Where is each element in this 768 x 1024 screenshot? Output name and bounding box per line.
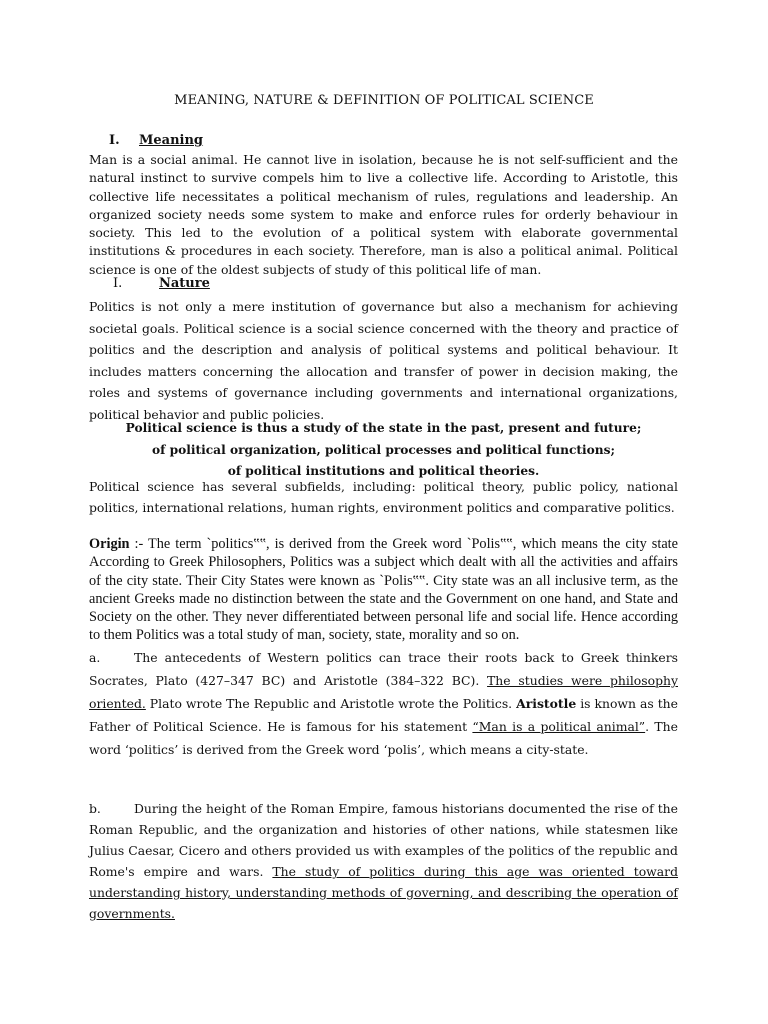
para-a-text: The antecedents of Western politics can trace their roots back to Greek thinkers Socrates, Plato (427–347 BC) and Aristotle (384–322 BC). bbox=[89, 650, 678, 688]
heading-number: I. bbox=[109, 133, 120, 148]
para-a-text: is known as the Father of Political Science. He is famous for his statement bbox=[89, 696, 678, 734]
para-a-bold: Aristotle bbox=[516, 696, 577, 711]
page-title: MEANING, NATURE & DEFINITION OF POLITICAL SCIENCE bbox=[174, 93, 594, 108]
para-b-underlined: The study of politics during this age was oriented toward understanding history, understanding methods of governing, and describing the operation of governments. bbox=[89, 864, 679, 921]
para-a-text: . The word ‘politics’ is derived from the Greek word ‘polis’, which means a city-state. bbox=[89, 719, 678, 757]
paragraph-a bbox=[89, 646, 678, 761]
origin-paragraph bbox=[89, 535, 678, 645]
origin-text: :- The term `politics‟‟, is derived from the Greek word `Polis‟‟, which means the city state According to Greek Philosophers, Politics was a subject which dealt with all the activities and affairs of the city state. Their City States were known as `Polis‟‟. City state was an all inclusive term, as the ancient Greeks made no distinction between the state and the Government on one hand, and State and Society on the other. They never differentiated between personal life and social life. Hence according to them Politics was a total study of man, society, state, morality and so on. bbox=[89, 536, 678, 644]
origin-label: Origin bbox=[89, 536, 130, 552]
heading-meaning bbox=[109, 133, 203, 148]
meaning-paragraph: Man is a social animal. He cannot live in isolation, because he is not self-sufficient and the natural instinct to survive compels him to live a collective life. According to Aristotle, this collective life necessitates a political mechanism of rules, regulations and leadership. An organized society needs some system to make and enforce rules for orderly behaviour in society. This led to the evolution of a political system with elaborate governmental institutions & procedures in each society. Therefore, man is also a political animal. Political science is one of the oldest subjects of study of this political life of man. bbox=[89, 152, 678, 277]
list-marker: b. bbox=[89, 801, 101, 816]
list-marker: a. bbox=[89, 650, 101, 665]
para-b-text: During the height of the Roman Empire, famous historians documented the rise of the Roman Republic, and the organization and histories of other nations, while statesmen like Julius Caesar, Cicero and others provided us with examples of the politics of the republic and Rome's empire and wars. bbox=[89, 801, 678, 879]
heading-label: Meaning bbox=[139, 133, 204, 148]
subfields-paragraph: Political science has several subfields, including: political theory, public policy, national politics, international relations, human rights, environment politics and comparative politics. bbox=[89, 479, 678, 515]
para-a-underlined: The studies were philosophy oriented. bbox=[89, 673, 678, 711]
definition-line: of political institutions and political theories. bbox=[227, 464, 540, 478]
heading-nature bbox=[113, 276, 210, 291]
heading-label: Nature bbox=[159, 276, 210, 291]
para-a-text: Plato wrote The Republic and Aristotle wrote the Politics. bbox=[145, 696, 517, 711]
paragraph-b bbox=[89, 798, 678, 924]
definition-line: of political organization, political processes and political functions; bbox=[151, 442, 616, 457]
heading-number: I. bbox=[113, 276, 123, 291]
definition-line: Political science is thus a study of the state in the past, present and future; bbox=[125, 421, 642, 435]
para-a-quote: “Man is a political animal” bbox=[472, 719, 646, 734]
nature-paragraph: Politics is not only a mere institution of governance but also a mechanism for achieving societal goals. Political science is a social science concerned with the theory and practice of politics and the description and analysis of political systems and political behaviour. It includes matters concerning the allocation and transfer of power in decision making, the roles and systems of governance including governments and international organizations, political behavior and public policies. bbox=[89, 299, 678, 422]
definition-block bbox=[89, 418, 678, 483]
